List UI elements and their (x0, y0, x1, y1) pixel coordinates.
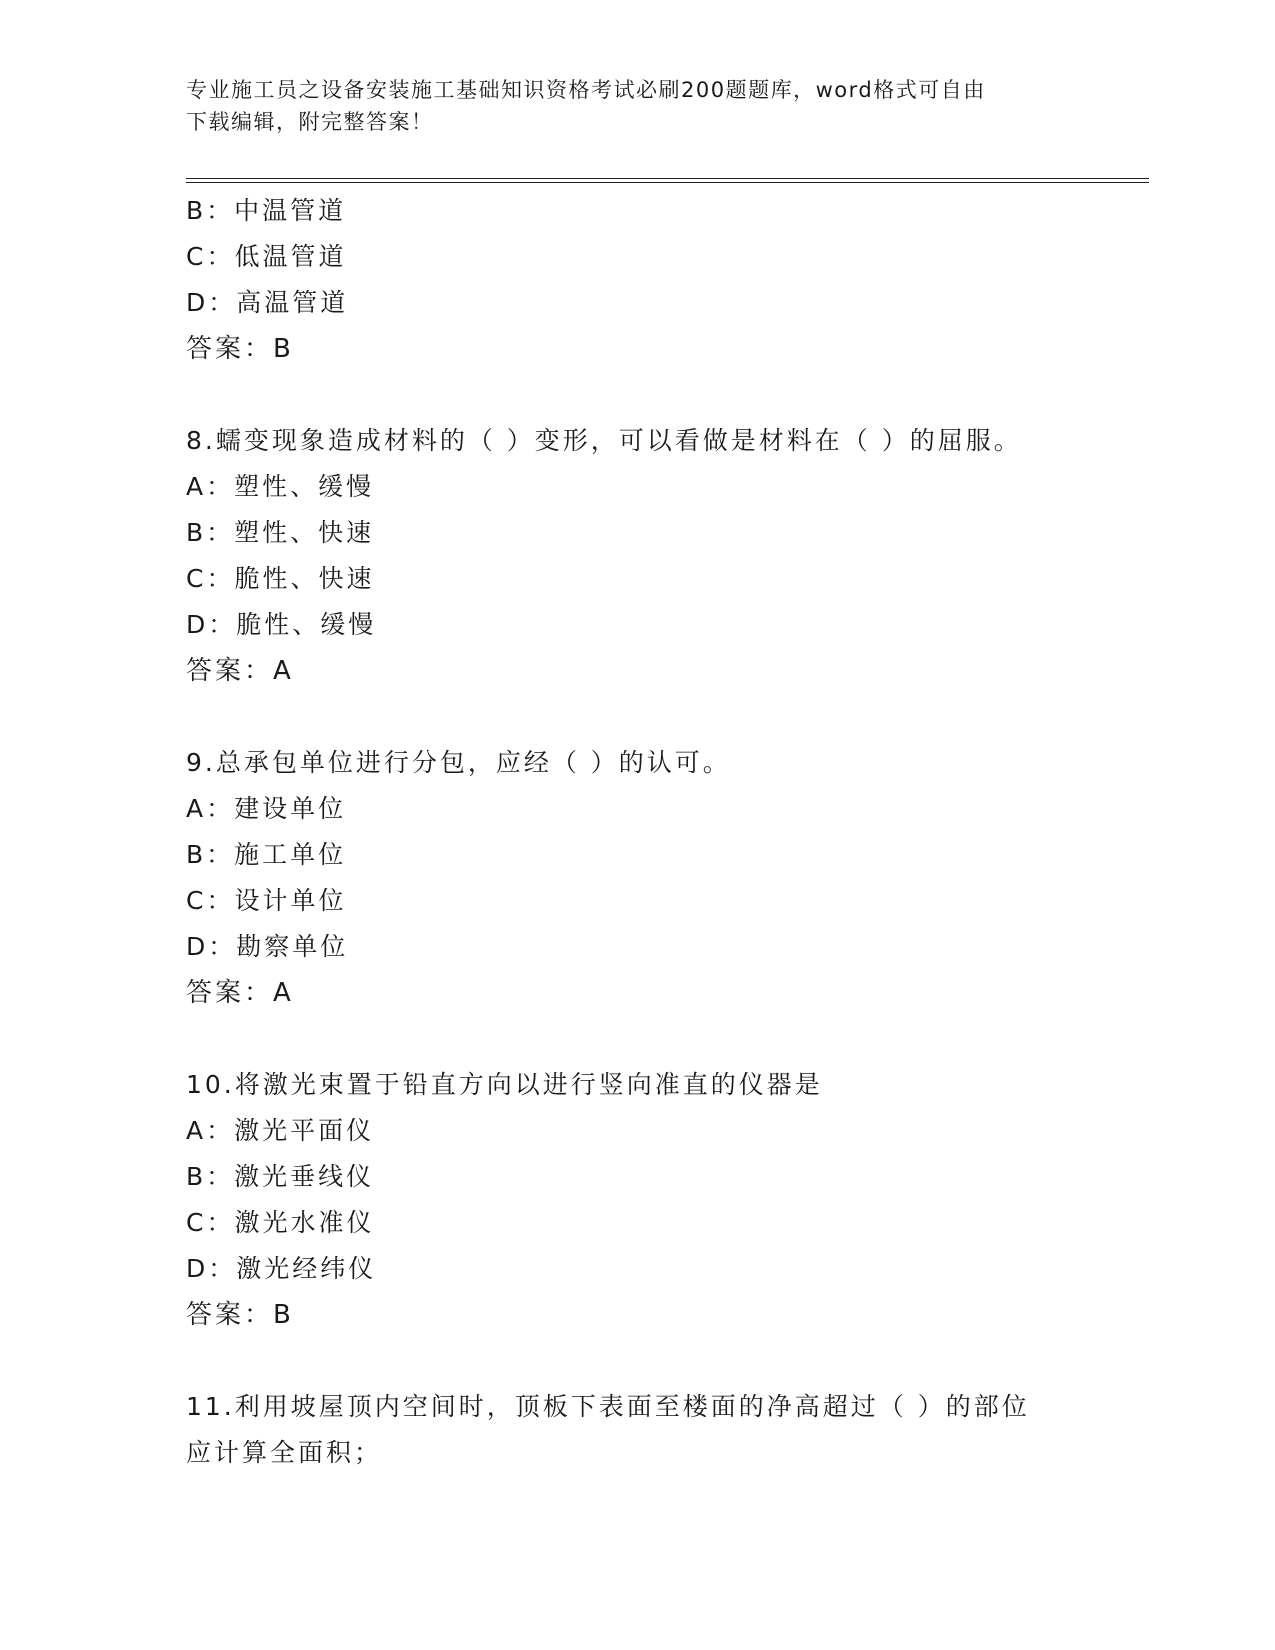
header-title-line-2: 下载编辑，附完整答案！ (186, 110, 434, 134)
option-text: 塑性、缓慢 (234, 472, 375, 501)
option-d (186, 280, 1086, 326)
question-title: 10.将激光束置于铅直方向以进行竖向准直的仪器是 (186, 1070, 823, 1099)
header-divider-bottom (186, 182, 1149, 183)
option-label: A： (186, 1116, 235, 1145)
question-9 (186, 740, 1086, 1016)
option-label: C： (186, 564, 235, 593)
option-text: 建设单位 (234, 794, 347, 823)
option-b (186, 832, 1086, 878)
option-c (186, 234, 1086, 280)
option-label: B： (186, 1162, 235, 1191)
option-label: D： (186, 288, 237, 317)
option-text: 设计单位 (234, 886, 347, 915)
question-10 (186, 1062, 1086, 1338)
option-label: D： (186, 932, 237, 961)
option-label: D： (186, 1254, 237, 1283)
option-a (186, 464, 1086, 510)
question-title-line-2: 应计算全面积； (186, 1438, 383, 1467)
answer: 答案：B (186, 334, 294, 364)
spacer (186, 1016, 1086, 1062)
answer: 答案：B (186, 1300, 294, 1330)
option-text: 勘察单位 (236, 932, 349, 961)
question-list (186, 188, 1086, 1476)
option-text: 低温管道 (234, 242, 347, 271)
answer: 答案：A (186, 978, 294, 1008)
option-label: A： (186, 472, 235, 501)
option-label: B： (186, 196, 235, 225)
spacer (186, 372, 1086, 418)
option-label: C： (186, 242, 235, 271)
option-text: 激光经纬仪 (236, 1254, 377, 1283)
option-label: B： (186, 518, 235, 547)
option-c (186, 878, 1086, 924)
option-text: 激光垂线仪 (234, 1162, 375, 1191)
question-11 (186, 1384, 1086, 1476)
option-text: 脆性、缓慢 (236, 610, 377, 639)
page-header (186, 74, 1066, 138)
question-7-tail (186, 188, 1086, 372)
option-b (186, 510, 1086, 556)
option-label: D： (186, 610, 237, 639)
option-label: C： (186, 1208, 235, 1237)
option-d (186, 1246, 1086, 1292)
spacer (186, 694, 1086, 740)
question-title-line-1: 11.利用坡屋顶内空间时，顶板下表面至楼面的净高超过（ ）的部位 (186, 1392, 1030, 1421)
question-8 (186, 418, 1086, 694)
option-c (186, 1200, 1086, 1246)
option-text: 中温管道 (234, 196, 347, 225)
option-text: 激光平面仪 (234, 1116, 375, 1145)
header-divider-top (186, 178, 1149, 179)
option-d (186, 924, 1086, 970)
option-c (186, 556, 1086, 602)
option-label: C： (186, 886, 235, 915)
option-a (186, 786, 1086, 832)
header-title-line-1: 专业施工员之设备安装施工基础知识资格考试必刷200题题库，word格式可自由 (186, 78, 986, 102)
option-d (186, 602, 1086, 648)
option-b (186, 188, 1086, 234)
option-label: A： (186, 794, 235, 823)
option-text: 高温管道 (236, 288, 349, 317)
answer: 答案：A (186, 656, 294, 686)
question-title: 8.蠕变现象造成材料的（ ）变形，可以看做是材料在（ ）的屈服。 (186, 426, 1022, 455)
option-label: B： (186, 840, 235, 869)
spacer (186, 1338, 1086, 1384)
question-title: 9.总承包单位进行分包，应经（ ）的认可。 (186, 748, 731, 777)
option-b (186, 1154, 1086, 1200)
option-text: 激光水准仪 (234, 1208, 375, 1237)
option-a (186, 1108, 1086, 1154)
option-text: 脆性、快速 (234, 564, 375, 593)
option-text: 塑性、快速 (234, 518, 375, 547)
option-text: 施工单位 (234, 840, 347, 869)
